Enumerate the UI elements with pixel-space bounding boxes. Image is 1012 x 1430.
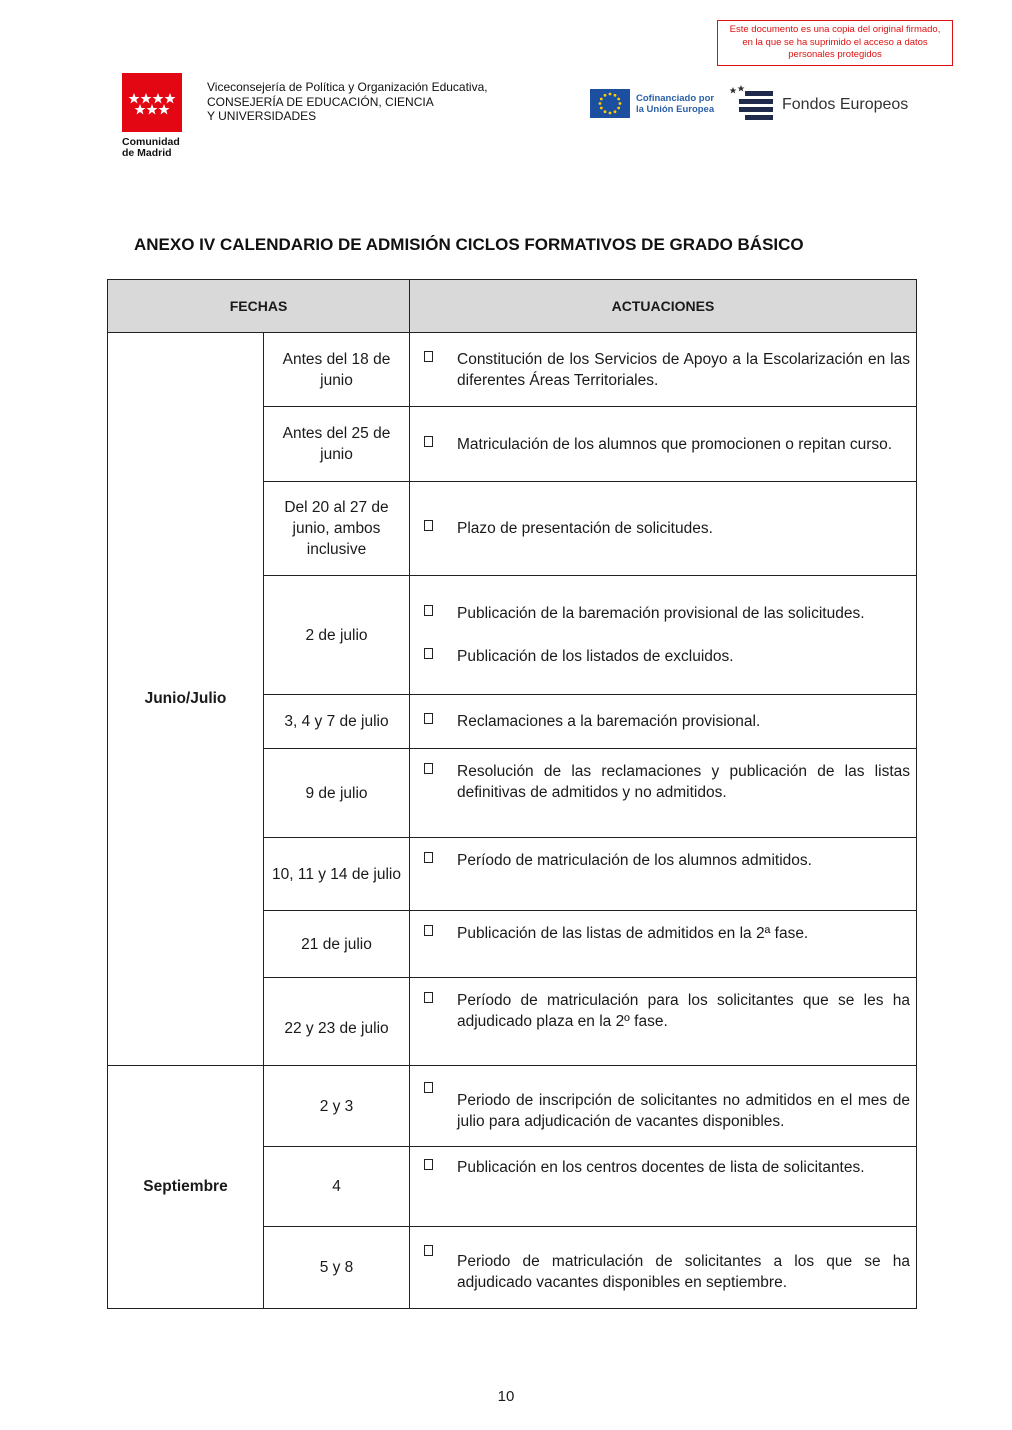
list-item: Periodo de inscripción de solicitantes no admitidos en el mes de julio para adjudicación de vacantes disponibles. xyxy=(424,1080,910,1132)
checkbox-bullet-icon xyxy=(424,648,433,659)
checkbox-bullet-icon xyxy=(424,852,433,863)
checkbox-bullet-icon xyxy=(424,436,433,447)
checkbox-bullet-icon xyxy=(424,1159,433,1170)
list-item: Periodo de matriculación de solicitantes a los que se ha adjudicado vacantes disponibles en septiembre. xyxy=(424,1243,910,1293)
list-item: Publicación de la baremación provisional de las solicitudes. xyxy=(424,603,910,624)
eu-cofinanced-label: Cofinanciado por la Unión Europea xyxy=(636,93,715,115)
date-cell: 2 de julio xyxy=(264,576,410,695)
action-cell xyxy=(410,482,917,576)
notice-line-1: Este documento es una copia del original firmado, xyxy=(729,24,941,35)
eu-flag-icon xyxy=(590,89,630,118)
checkbox-bullet-icon xyxy=(424,351,433,362)
date-cell: 5 y 8 xyxy=(264,1227,410,1309)
ministry-line-1: Viceconsejería de Política y Organización Educativa, xyxy=(207,80,488,94)
page-title: ANEXO IV CALENDARIO DE ADMISIÓN CICLOS FORMATIVOS DE GRADO BÁSICO xyxy=(134,235,804,254)
ministry-heading xyxy=(207,80,488,124)
notice-line-2: en la que se ha suprimido el acceso a datos xyxy=(742,36,928,48)
comunidad-madrid-logo xyxy=(122,73,182,132)
comunidad-madrid-name: Comunidad de Madrid xyxy=(122,136,180,159)
action-cell xyxy=(410,978,917,1066)
list-item: Constitución de los Servicios de Apoyo a la Escolarización en las diferentes Áreas Territoriales. xyxy=(424,349,910,391)
date-cell: 22 y 23 de julio xyxy=(264,978,410,1066)
action-cell xyxy=(410,911,917,978)
date-cell: 21 de julio xyxy=(264,911,410,978)
date-cell: 3, 4 y 7 de julio xyxy=(264,695,410,749)
date-cell: 4 xyxy=(264,1147,410,1227)
date-cell: 10, 11 y 14 de julio xyxy=(264,838,410,911)
fondos-europeos-label: Fondos Europeos xyxy=(782,96,909,113)
list-item: Publicación de los listados de excluidos. xyxy=(424,646,910,667)
date-cell: 9 de julio xyxy=(264,749,410,838)
list-item: Matriculación de los alumnos que promocionen o repitan curso. xyxy=(424,434,910,455)
notice-line-3: personales protegidos xyxy=(788,49,882,60)
list-item: Resolución de las reclamaciones y publicación de las listas definitivas de admitidos y no admitidos. xyxy=(424,761,910,803)
group-junio-julio: Junio/Julio xyxy=(108,333,264,1066)
action-cell xyxy=(410,749,917,838)
list-item: Publicación de las listas de admitidos en la 2ª fase. xyxy=(424,923,910,944)
action-cell xyxy=(410,333,917,407)
list-item: Período de matriculación para los solicitantes que se les ha adjudicado plaza en la 2º fase. xyxy=(424,990,910,1032)
group-septiembre: Septiembre xyxy=(108,1066,264,1309)
stars-icon xyxy=(129,93,176,115)
table-header-row xyxy=(108,280,917,333)
list-item: Período de matriculación de los alumnos admitidos. xyxy=(424,850,910,871)
checkbox-bullet-icon xyxy=(424,1245,433,1256)
checkbox-bullet-icon xyxy=(424,763,433,774)
list-item: Publicación en los centros docentes de lista de solicitantes. xyxy=(424,1157,910,1178)
action-cell xyxy=(410,1066,917,1147)
date-cell: Antes del 18 de junio xyxy=(264,333,410,407)
ministry-line-3: Y UNIVERSIDADES xyxy=(207,109,317,123)
date-cell: Del 20 al 27 de junio, ambos inclusive xyxy=(264,482,410,576)
admission-calendar-table xyxy=(107,279,917,1309)
page-number: 10 xyxy=(497,1388,515,1405)
action-cell xyxy=(410,695,917,749)
header-fechas: FECHAS xyxy=(108,280,410,333)
checkbox-bullet-icon xyxy=(424,1082,433,1093)
checkbox-bullet-icon xyxy=(424,713,433,724)
fondos-europeos-icon xyxy=(729,85,777,123)
table-row xyxy=(108,333,917,407)
list-item: Plazo de presentación de solicitudes. xyxy=(424,518,910,539)
redaction-notice xyxy=(717,20,953,66)
action-cell xyxy=(410,838,917,911)
date-cell: Antes del 25 de junio xyxy=(264,407,410,482)
ministry-line-2: CONSEJERÍA DE EDUCACIÓN, CIENCIA xyxy=(207,94,434,109)
action-cell xyxy=(410,1147,917,1227)
checkbox-bullet-icon xyxy=(424,520,433,531)
table-row xyxy=(108,1066,917,1147)
date-cell: 2 y 3 xyxy=(264,1066,410,1147)
action-cell xyxy=(410,1227,917,1309)
action-cell xyxy=(410,407,917,482)
checkbox-bullet-icon xyxy=(424,925,433,936)
checkbox-bullet-icon xyxy=(424,605,433,616)
checkbox-bullet-icon xyxy=(424,992,433,1003)
list-item: Reclamaciones a la baremación provisional. xyxy=(424,711,910,732)
action-cell xyxy=(410,576,917,695)
header-actuaciones: ACTUACIONES xyxy=(410,280,917,333)
